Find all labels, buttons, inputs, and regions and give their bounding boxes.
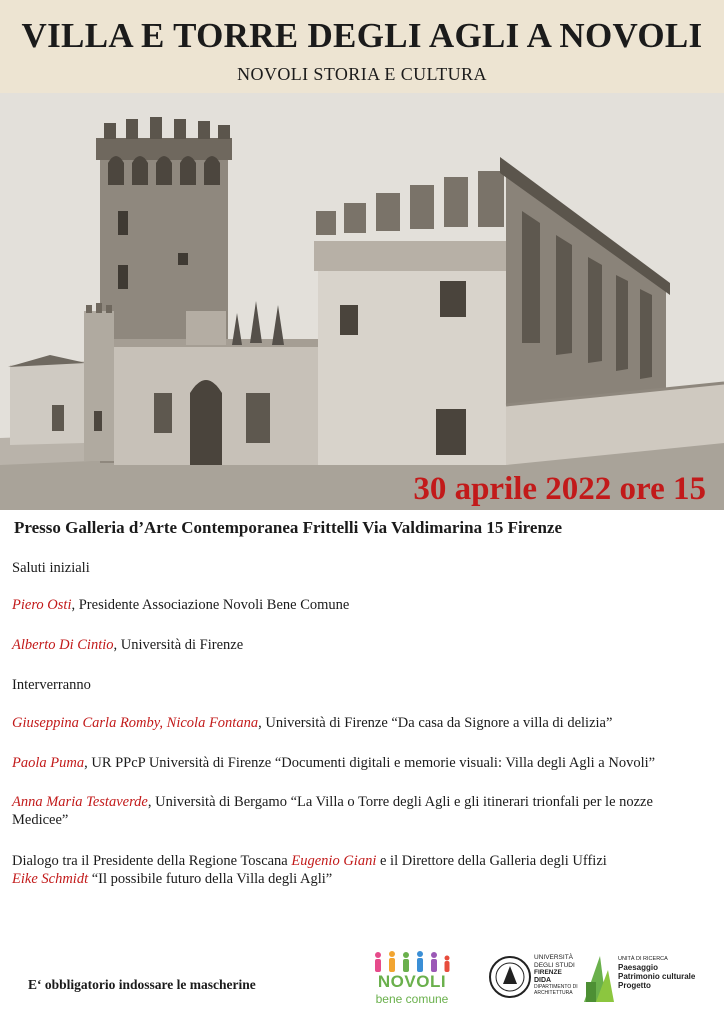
dialogue-intro: Dialogo tra il Presidente della Regione Toscana	[12, 853, 292, 869]
talk-title: , UR PPcP Università di Firenze “Documenti digitali e memorie visuali: Villa degli Agli a Novoli”	[84, 755, 656, 771]
unita-line-3: Progetto	[618, 981, 651, 990]
event-date: 30 aprile 2022 ore 15	[413, 471, 706, 507]
mask-notice: E‘ obbligatorio indossare le mascherine	[28, 977, 256, 992]
talk-row-1	[12, 714, 612, 732]
talk-row-2	[12, 754, 655, 772]
dialogue-mid: e il Direttore della Galleria degli Uffizi	[376, 853, 607, 869]
dialogue-speaker-2: Eike Schmidt	[12, 871, 89, 887]
talk-title: , Università di Bergamo “La Villa o Torre degli Agli e gli itinerari trionfali per le nozze Medicee”	[12, 794, 653, 828]
novoli-bene-comune-logo	[368, 950, 456, 1010]
dialogue-row	[12, 852, 712, 888]
unifi-logo-text	[534, 954, 580, 996]
speaker-name: Alberto Di Cintio	[12, 637, 114, 653]
speaker-role: , Presidente Associazione Novoli Bene Comune	[71, 597, 350, 613]
page-subtitle: NOVOLI STORIA E CULTURA	[237, 64, 487, 84]
talk-row-3	[12, 793, 712, 829]
talk-title: , Università di Firenze “Da casa da Signore a villa di delizia”	[258, 715, 613, 731]
unita-small-label: UNITÀ DI RICERCA	[618, 956, 668, 962]
talks-label: Interverranno	[12, 677, 91, 693]
unita-logo-text	[618, 956, 704, 990]
talk-speakers: Anna Maria Testaverde	[12, 794, 148, 810]
speaker-role: , Università di Firenze	[113, 637, 244, 653]
speaker-name: Piero Osti	[12, 597, 72, 613]
unifi-line-3: FIRENZE	[534, 969, 562, 976]
page-title: VILLA E TORRE DEGLI AGLI A NOVOLI	[21, 16, 703, 55]
unita-line-2: Patrimonio culturale	[618, 972, 696, 981]
header-band	[0, 0, 724, 93]
dialogue-speaker-1: Eugenio Giani	[291, 853, 377, 869]
villa-photo	[0, 93, 724, 510]
unifi-line-2: DEGLI STUDI	[534, 961, 575, 969]
event-venue: Presso Galleria d’Arte Contemporanea Frittelli Via Valdimarina 15 Firenze	[14, 518, 563, 537]
talk-speakers: Paola Puma	[12, 755, 85, 771]
landscape-leaf-icon	[582, 952, 616, 1004]
unifi-dida-logo	[488, 952, 578, 1008]
novoli-logo-word: NOVOLI	[377, 972, 447, 991]
people-figures-icon	[368, 950, 456, 974]
unita-di-ricerca-logo	[582, 952, 702, 1008]
unifi-dept-sub: DIPARTIMENTO DI ARCHITETTURA	[534, 984, 578, 996]
dialogue-title: “Il possibile futuro della Villa degli Agli”	[88, 871, 333, 887]
talk-speakers: Giuseppina Carla Romby, Nicola Fontana	[12, 715, 259, 731]
speaker-row-1	[12, 596, 349, 614]
novoli-logo-subtitle: bene comune	[375, 992, 449, 1006]
unita-line-1: Paesaggio	[618, 963, 659, 972]
speaker-row-2	[12, 636, 243, 654]
university-seal-icon	[488, 952, 532, 1002]
unifi-line-1: UNIVERSITÀ	[534, 954, 574, 961]
greetings-label: Saluti iniziali	[12, 560, 90, 576]
unifi-dept: DIDA	[534, 976, 552, 984]
